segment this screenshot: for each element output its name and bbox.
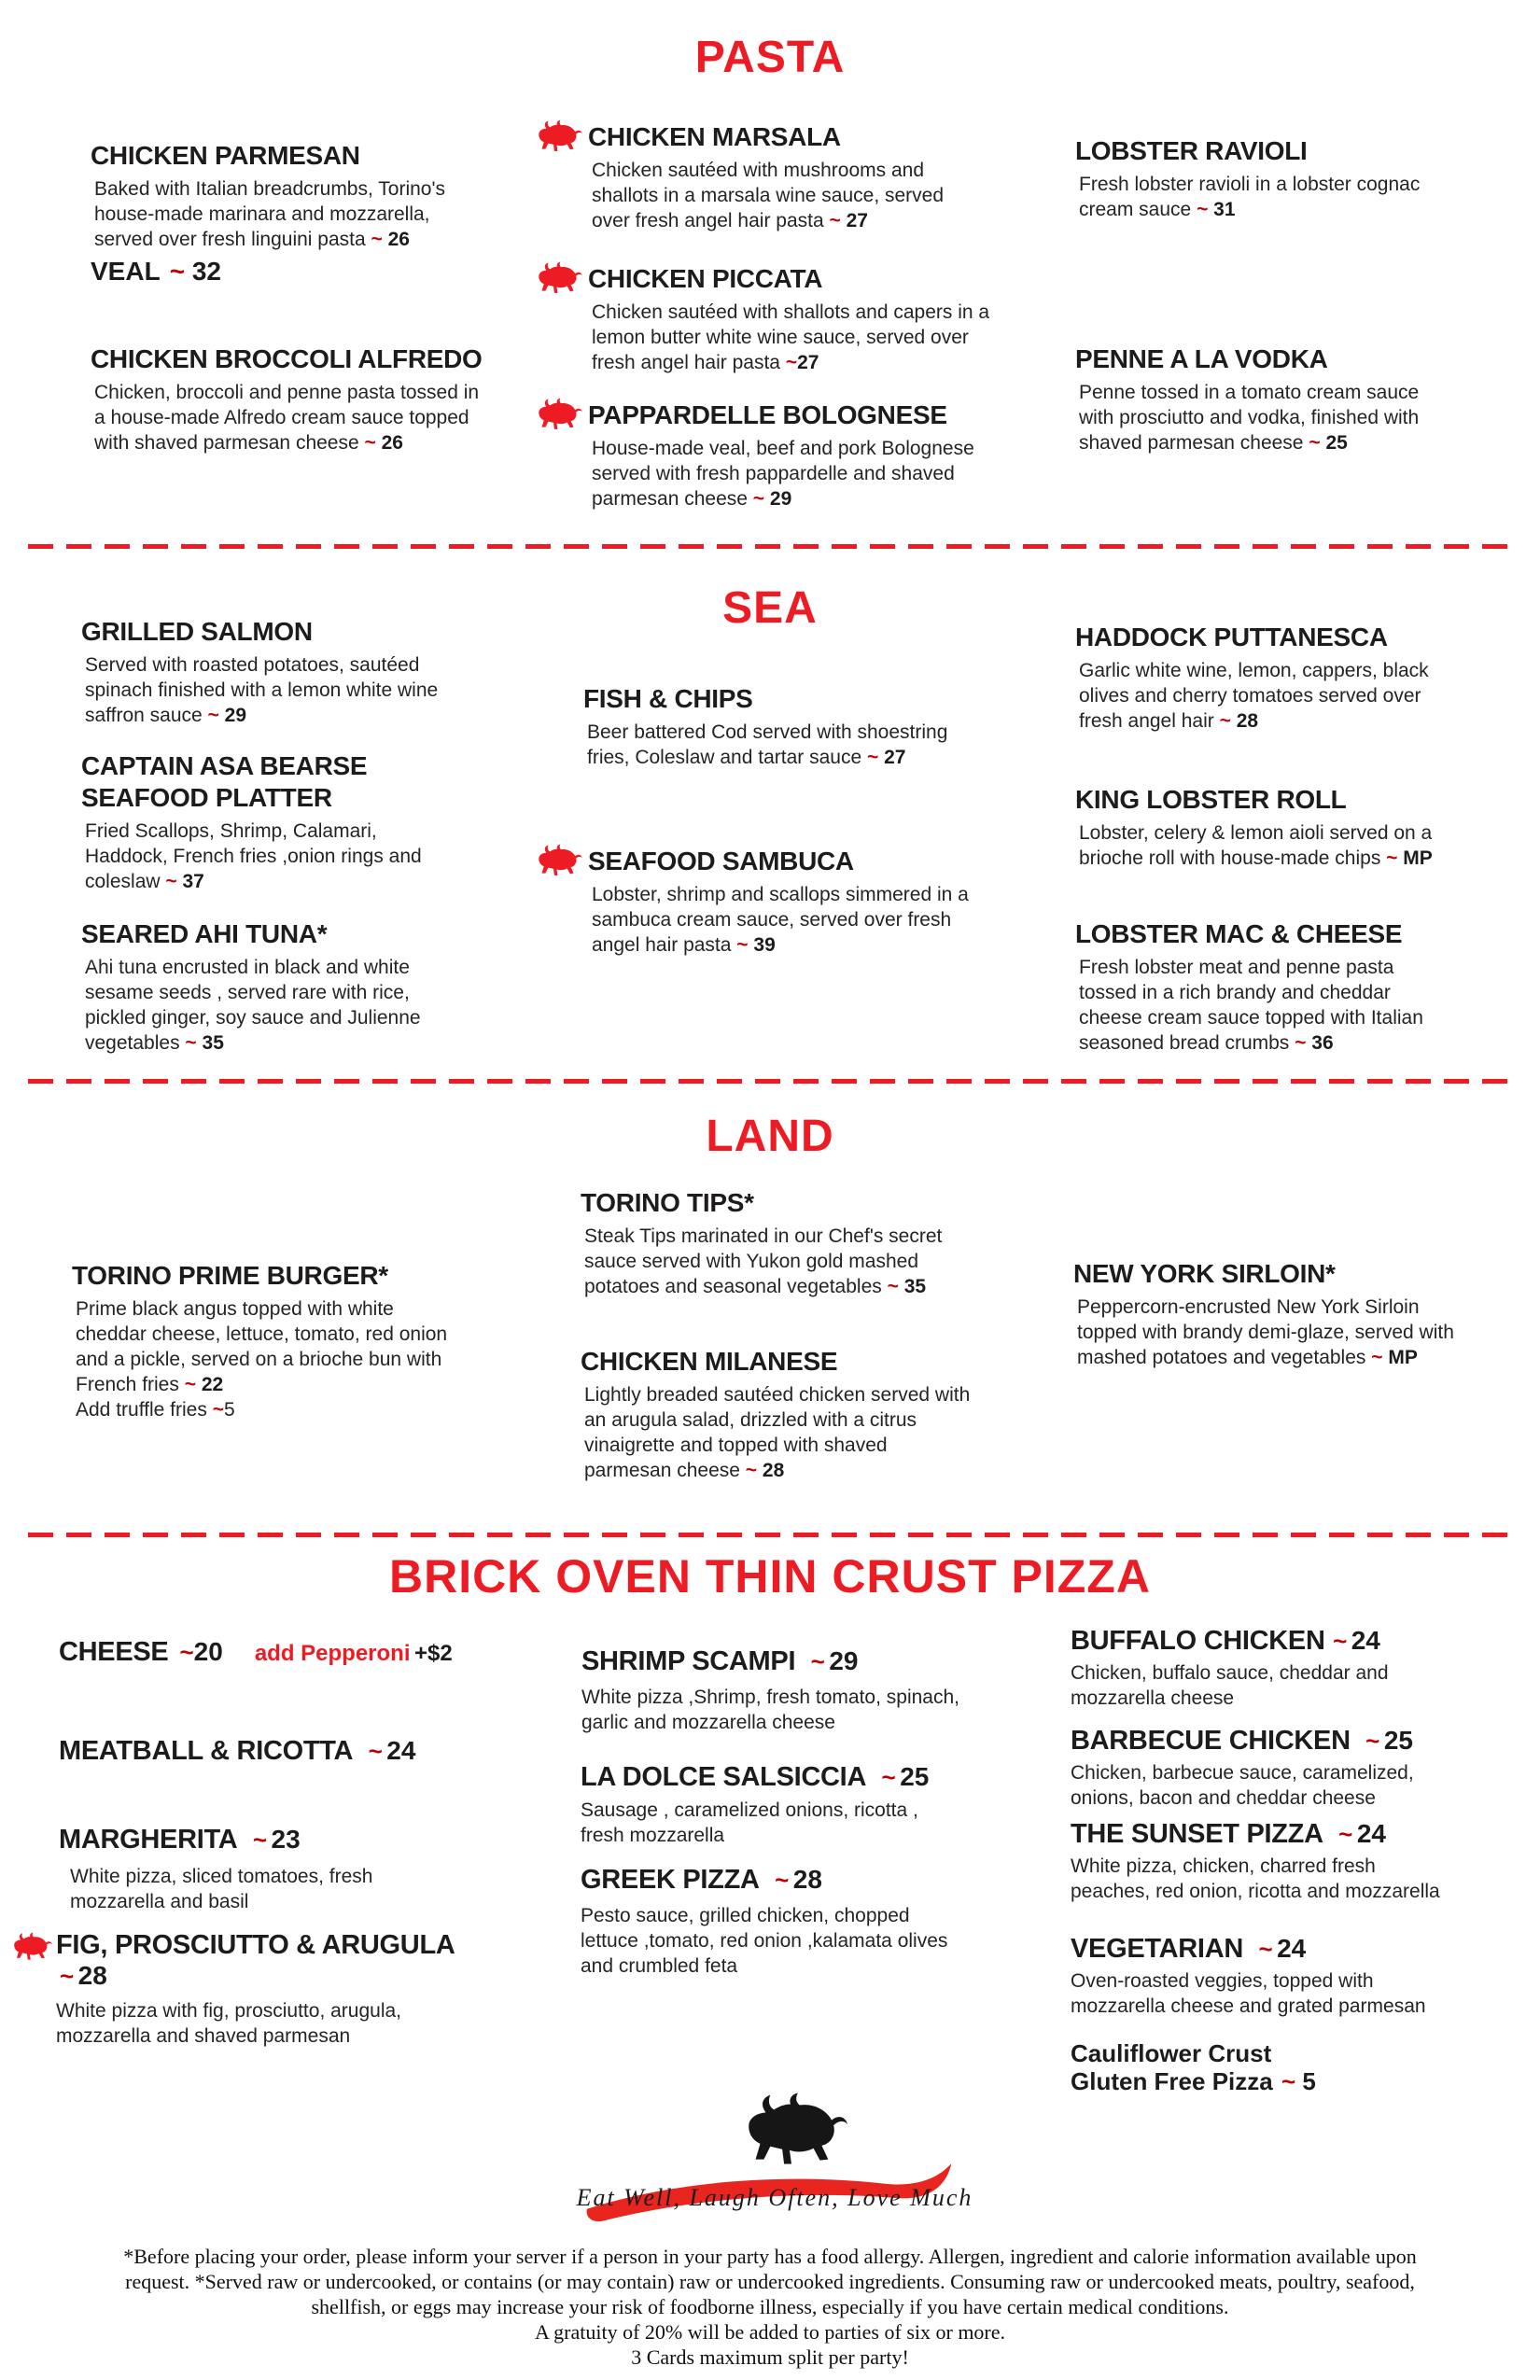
item-description-text: Fresh lobster meat and penne pasta tossed in a rich brandy and cheddar cheese cream sauce topped with Italian seasoned bread crumbs bbox=[1079, 957, 1423, 1054]
item-description-text: Chicken sautéed with shallots and capers in a lemon butter white wine sauce, served over fresh angel hair pasta bbox=[592, 301, 990, 373]
menu-item-chicken-broccoli-alfredo bbox=[91, 343, 483, 456]
tilde: ~ bbox=[371, 228, 383, 250]
bull-icon bbox=[530, 261, 583, 299]
variant-name: VEAL bbox=[91, 256, 161, 286]
item-description bbox=[59, 1865, 460, 1915]
item-description bbox=[583, 721, 975, 771]
section-title-land: LAND bbox=[706, 1112, 834, 1161]
item-description bbox=[581, 1383, 973, 1484]
price: 31 bbox=[1213, 199, 1236, 221]
item-description-text: Served with roasted potatoes, sautéed spinach finished with a lemon white wine saffron sauce bbox=[85, 654, 439, 726]
menu-item-meatball-ricotta-pizza bbox=[59, 1736, 415, 1767]
price: MP bbox=[1403, 847, 1433, 870]
tilde: ~ bbox=[60, 1962, 75, 1990]
tilde: ~ bbox=[829, 209, 841, 231]
price: 23 bbox=[271, 1825, 301, 1854]
item-description-text: Steak Tips marinated in our Chef's secret sauce served with Yukon gold mashed potatoes and seasonal vegetables bbox=[584, 1225, 943, 1297]
price: 29 bbox=[769, 487, 792, 510]
section-title-pasta: PASTA bbox=[694, 33, 846, 82]
item-name: PAPPARDELLE BOLOGNESE bbox=[588, 400, 947, 429]
item-description bbox=[1075, 381, 1453, 456]
item-name: CHICKEN BROCCOLI ALFREDO bbox=[91, 344, 483, 373]
menu-item-chicken-parmesan bbox=[91, 140, 483, 287]
item-description bbox=[1071, 1761, 1458, 1812]
menu-item-captain-asa-bearse-seafood-platter bbox=[81, 750, 455, 895]
price: 22 bbox=[201, 1373, 224, 1395]
item-description bbox=[1075, 956, 1453, 1057]
menu-item-cauliflower-crust-gluten-free-pizza bbox=[1071, 2040, 1463, 2096]
price: 36 bbox=[1311, 1031, 1334, 1054]
tilde: ~ bbox=[810, 1647, 825, 1675]
tilde: ~ bbox=[752, 487, 765, 510]
item-name: SEARED AHI TUNA* bbox=[81, 919, 328, 948]
price: 28 bbox=[792, 1865, 822, 1894]
item-name: GRILLED SALMON bbox=[81, 617, 313, 646]
item-description bbox=[588, 883, 984, 959]
item-description-text: Ahi tuna encrusted in black and white sesame seeds , served rare with rice, pickled ginger, soy sauce and Julienne vegetables bbox=[85, 957, 421, 1054]
tilde: ~ bbox=[887, 1275, 899, 1297]
item-name: CAPTAIN ASA BEARSE SEAFOOD PLATTER bbox=[81, 751, 368, 813]
item-description bbox=[91, 381, 483, 456]
menu-item-seafood-sambuca bbox=[588, 846, 984, 959]
menu-item-la-dolce-salsiccia-pizza bbox=[581, 1762, 963, 1849]
item-description-text: Chicken, barbecue sauce, caramelized, onions, bacon and cheddar cheese bbox=[1071, 1762, 1414, 1809]
price: 27 bbox=[846, 209, 868, 231]
tilde: ~ bbox=[364, 431, 376, 454]
price: 28 bbox=[1236, 709, 1259, 732]
section-title-pizza: BRICK OVEN THIN CRUST PIZZA bbox=[389, 1550, 1151, 1603]
footer-disclaimer-line-2: request. *Served raw or undercooked, or contains (or may contain) raw or undercooked ingredients. Consuming raw or undercooked meats, poultry, seafood, bbox=[125, 2270, 1415, 2293]
item-name: MEATBALL & RICOTTA bbox=[59, 1736, 354, 1766]
price: 37 bbox=[182, 871, 204, 893]
item-description bbox=[1071, 1661, 1458, 1712]
footer-cards-line: 3 Cards maximum split per party! bbox=[631, 2345, 909, 2369]
item-description-text: Peppercorn-encrusted New York Sirloin topped with brandy demi-glaze, served with mashed potatoes and vegetables bbox=[1077, 1296, 1454, 1368]
item-description-text: White pizza with fig, prosciutto, arugula, mozzarella and shaved parmesan bbox=[56, 2000, 402, 2047]
tilde: ~ bbox=[866, 747, 879, 769]
item-description-text: White pizza, chicken, charred fresh peaches, red onion, ricotta and mozzarella bbox=[1071, 1855, 1440, 1902]
price: 24 bbox=[1351, 1626, 1380, 1655]
item-description-text: Chicken sautéed with mushrooms and shallots in a marsala wine sauce, served over fresh angel hair pasta bbox=[592, 160, 945, 231]
item-name: FISH & CHIPS bbox=[583, 684, 753, 713]
menu-item-buffalo-chicken-pizza bbox=[1071, 1626, 1458, 1712]
menu-item-shrimp-scampi-pizza bbox=[581, 1646, 964, 1736]
tilde: ~ bbox=[252, 1826, 268, 1854]
price: 35 bbox=[903, 1275, 927, 1297]
bull-icon bbox=[530, 119, 583, 157]
item-addon bbox=[72, 1398, 455, 1423]
item-description bbox=[1075, 659, 1453, 735]
addon-price: +$2 bbox=[413, 1641, 453, 1666]
item-description-text: Oven-roasted veggies, topped with mozzarella cheese and grated parmesan bbox=[1071, 1970, 1426, 2017]
item-description-text: Chicken, broccoli and penne pasta tossed in a house-made Alfredo cream sauce topped with shaved parmesan cheese bbox=[94, 382, 480, 454]
menu-item-new-york-sirloin bbox=[1073, 1258, 1463, 1371]
item-description-text: Chicken, buffalo sauce, cheddar and mozzarella cheese bbox=[1071, 1662, 1389, 1709]
item-name: NEW YORK SIRLOIN* bbox=[1073, 1259, 1336, 1288]
item-name: CHICKEN MARSALA bbox=[588, 122, 841, 151]
menu-item-chicken-marsala bbox=[588, 121, 980, 234]
menu-item-margherita-pizza bbox=[59, 1825, 460, 1915]
restaurant-logo bbox=[574, 2087, 975, 2246]
menu-item-chicken-milanese bbox=[581, 1346, 973, 1484]
item-description-text: House-made veal, beef and pork Bolognese served with fresh pappardelle and shaved parmesan cheese bbox=[592, 438, 974, 510]
item-name: BARBECUE CHICKEN bbox=[1071, 1726, 1351, 1756]
price: 24 bbox=[1356, 1819, 1386, 1848]
tilde: ~ bbox=[1281, 2066, 1296, 2095]
item-name: TORINO TIPS* bbox=[581, 1188, 754, 1217]
item-name: TORINO PRIME BURGER* bbox=[72, 1261, 388, 1290]
tilde: ~ bbox=[1197, 199, 1209, 221]
item-description bbox=[1071, 1855, 1458, 1905]
menu-item-pappardelle-bolognese bbox=[588, 399, 984, 512]
item-description-text: Beer battered Cod served with shoestring fries, Coleslaw and tartar sauce bbox=[587, 721, 948, 769]
section-divider bbox=[28, 1079, 1518, 1084]
item-description bbox=[1075, 173, 1453, 223]
item-description-text: White pizza ,Shrimp, fresh tomato, spinach, garlic and mozzarella cheese bbox=[581, 1687, 959, 1733]
price: MP bbox=[1388, 1346, 1418, 1368]
item-name: CHICKEN MILANESE bbox=[581, 1347, 838, 1376]
price: 24 bbox=[1277, 1934, 1307, 1963]
menu-item-haddock-puttanesca bbox=[1075, 622, 1453, 735]
tilde: ~ bbox=[368, 1737, 383, 1765]
item-description bbox=[581, 1686, 964, 1736]
tilde: ~ bbox=[1219, 709, 1231, 732]
menu-item-seared-ahi-tuna bbox=[81, 918, 455, 1057]
menu-item-torino-tips bbox=[581, 1187, 973, 1300]
item-description bbox=[1071, 1969, 1458, 2020]
item-description bbox=[581, 1799, 963, 1849]
menu-item-cheese-pizza bbox=[59, 1637, 453, 1668]
item-name: CHEESE bbox=[59, 1637, 169, 1667]
item-name: CHICKEN PARMESAN bbox=[91, 141, 360, 170]
tilde: ~ bbox=[184, 1373, 196, 1395]
menu-item-fish-and-chips bbox=[583, 683, 975, 771]
item-description bbox=[581, 1904, 963, 1980]
menu-item-greek-pizza bbox=[581, 1865, 963, 1980]
item-description-text: Garlic white wine, lemon, cappers, black olives and cherry tomatoes served over fresh angel hair bbox=[1079, 660, 1429, 732]
item-description bbox=[1073, 1295, 1463, 1371]
section-title-sea: SEA bbox=[722, 583, 818, 633]
menu-item-grilled-salmon bbox=[81, 616, 455, 729]
item-description-text: Lightly breaded sautéed chicken served with an arugula salad, drizzled with a citrus vinaigrette and topped with shaved parmesan cheese bbox=[584, 1384, 971, 1481]
price: 28 bbox=[762, 1459, 785, 1481]
item-name: SEAFOOD SAMBUCA bbox=[588, 847, 854, 875]
item-name: KING LOBSTER ROLL bbox=[1075, 785, 1347, 814]
footer-disclaimer bbox=[0, 2244, 1540, 2370]
price: 32 bbox=[191, 256, 221, 286]
item-description-text: Lobster, shrimp and scallops simmered in a sambuca cream sauce, served over fresh angel hair pasta bbox=[592, 884, 969, 956]
menu-item-penne-a-la-vodka bbox=[1075, 343, 1453, 456]
item-name-line-1: Cauliflower Crust bbox=[1071, 2039, 1272, 2067]
price: 39 bbox=[753, 933, 776, 956]
footer-disclaimer-line-1: *Before placing your order, please inform your server if a person in your party has a food allergy. Allergen, ingredient and calorie information available upon bbox=[123, 2245, 1417, 2268]
price: 25 bbox=[1325, 431, 1348, 454]
menu-item-torino-prime-burger bbox=[72, 1260, 455, 1423]
tilde: ~ bbox=[1258, 1935, 1273, 1963]
tilde: ~ bbox=[169, 256, 186, 286]
price: 5 bbox=[223, 1398, 235, 1421]
price: 27 bbox=[884, 747, 906, 769]
tilde: ~ bbox=[1365, 1727, 1380, 1755]
logo-tagline: Eat Well, Laugh Often, Love Much bbox=[576, 2184, 973, 2211]
tilde: ~ bbox=[785, 351, 798, 373]
item-description-text: White pizza, sliced tomatoes, fresh mozzarella and basil bbox=[70, 1866, 373, 1912]
price: 26 bbox=[387, 228, 410, 250]
tilde: ~ bbox=[1386, 847, 1398, 870]
item-description-text: Pesto sauce, grilled chicken, chopped lettuce ,tomato, red onion ,kalamata olives and crumbled feta bbox=[581, 1905, 948, 1977]
bull-icon bbox=[530, 398, 583, 435]
item-name-text: Gluten Free Pizza bbox=[1071, 2066, 1273, 2095]
price: 28 bbox=[77, 1961, 107, 1990]
price: 5 bbox=[1302, 2066, 1316, 2095]
item-name: LOBSTER MAC & CHEESE bbox=[1075, 919, 1403, 948]
tilde: ~ bbox=[1309, 431, 1321, 454]
tilde: ~ bbox=[179, 1638, 194, 1666]
menu-item-vegetarian-pizza bbox=[1071, 1934, 1458, 2020]
item-name: PENNE A LA VODKA bbox=[1075, 344, 1328, 373]
item-description-text: Sausage , caramelized onions, ricotta , fresh mozzarella bbox=[581, 1799, 918, 1846]
price: 29 bbox=[224, 704, 247, 726]
menu-item-chicken-piccata bbox=[588, 263, 991, 376]
item-description bbox=[1075, 821, 1460, 872]
tilde: ~ bbox=[185, 1031, 197, 1054]
item-description bbox=[588, 301, 991, 376]
item-name: CHICKEN PICCATA bbox=[588, 264, 823, 293]
menu-item-barbecue-chicken-pizza bbox=[1071, 1726, 1458, 1812]
item-description bbox=[588, 437, 984, 512]
bull-icon bbox=[7, 1932, 53, 1965]
tilde: ~ bbox=[745, 1459, 758, 1481]
item-description bbox=[81, 956, 455, 1057]
menu-item-lobster-mac-and-cheese bbox=[1075, 918, 1453, 1057]
section-divider bbox=[28, 1533, 1518, 1537]
item-name: LOBSTER RAVIOLI bbox=[1075, 136, 1308, 165]
tilde: ~ bbox=[736, 933, 749, 956]
tilde: ~ bbox=[1333, 1627, 1348, 1655]
price: 25 bbox=[900, 1762, 930, 1791]
item-name: GREEK PIZZA bbox=[581, 1865, 760, 1895]
item-variant bbox=[91, 257, 483, 287]
footer-gratuity-line: A gratuity of 20% will be added to parties of six or more. bbox=[534, 2320, 1006, 2344]
tilde: ~ bbox=[1295, 1031, 1307, 1054]
price: 24 bbox=[386, 1736, 416, 1765]
item-name: MARGHERITA bbox=[59, 1825, 238, 1855]
item-description bbox=[81, 819, 455, 895]
item-description-text: Prime black angus topped with white cheddar cheese, lettuce, tomato, red onion and a pickle, served on a brioche bun with French fries bbox=[76, 1298, 448, 1395]
price: 35 bbox=[202, 1031, 224, 1054]
item-description bbox=[581, 1225, 973, 1300]
item-name: SHRIMP SCAMPI bbox=[581, 1646, 796, 1676]
item-description bbox=[81, 653, 455, 729]
tilde: ~ bbox=[881, 1763, 896, 1791]
item-name: VEGETARIAN bbox=[1071, 1934, 1243, 1964]
tilde: ~ bbox=[1371, 1346, 1383, 1368]
tilde: ~ bbox=[775, 1866, 790, 1894]
item-name-line-2 bbox=[1071, 2068, 1463, 2096]
item-name: LA DOLCE SALSICCIA bbox=[581, 1762, 867, 1792]
footer-disclaimer-line-3: shellfish, or eggs may increase your risk of foodborne illness, especially if you have certain medical conditions. bbox=[311, 2295, 1229, 2318]
item-description-text: Penne tossed in a tomato cream sauce with prosciutto and vodka, finished with shaved parmesan cheese bbox=[1079, 382, 1420, 454]
item-description-text: Fresh lobster ravioli in a lobster cognac cream sauce bbox=[1079, 174, 1421, 221]
section-divider bbox=[28, 544, 1518, 549]
item-description-text: Fried Scallops, Shrimp, Calamari, Haddock, French fries ,onion rings and coleslaw bbox=[85, 820, 422, 893]
menu-item-fig-prosciutto-arugula-pizza bbox=[56, 1930, 467, 2050]
price: 20 bbox=[193, 1637, 223, 1666]
price: 26 bbox=[381, 431, 403, 454]
item-description bbox=[588, 159, 980, 234]
price: 29 bbox=[829, 1646, 859, 1675]
menu-item-lobster-ravioli bbox=[1075, 135, 1453, 223]
addon-label: add Pepperoni bbox=[254, 1641, 411, 1666]
item-description bbox=[72, 1297, 455, 1398]
item-name: BUFFALO CHICKEN bbox=[1071, 1626, 1325, 1656]
price: 25 bbox=[1383, 1726, 1413, 1755]
tilde: ~ bbox=[212, 1398, 224, 1421]
bull-icon bbox=[530, 844, 583, 881]
item-name: HADDOCK PUTTANESCA bbox=[1075, 623, 1388, 651]
tilde: ~ bbox=[207, 704, 219, 726]
item-name: THE SUNSET PIZZA bbox=[1071, 1819, 1323, 1849]
item-description bbox=[91, 177, 483, 253]
tilde: ~ bbox=[1338, 1820, 1353, 1848]
item-name: FIG, PROSCIUTTO & ARUGULA bbox=[56, 1930, 455, 1960]
item-description-text: Baked with Italian breadcrumbs, Torino's house-made marinara and mozzarella, served over fresh linguini pasta bbox=[94, 178, 445, 250]
item-description bbox=[56, 1999, 467, 2050]
menu-item-king-lobster-roll bbox=[1075, 784, 1460, 872]
menu-item-the-sunset-pizza bbox=[1071, 1819, 1458, 1905]
addon-text: Add truffle fries bbox=[76, 1398, 207, 1421]
tilde: ~ bbox=[165, 871, 177, 893]
item-description-text: Lobster, celery & lemon aioli served on a brioche roll with house-made chips bbox=[1079, 822, 1433, 870]
price: 27 bbox=[797, 351, 819, 373]
